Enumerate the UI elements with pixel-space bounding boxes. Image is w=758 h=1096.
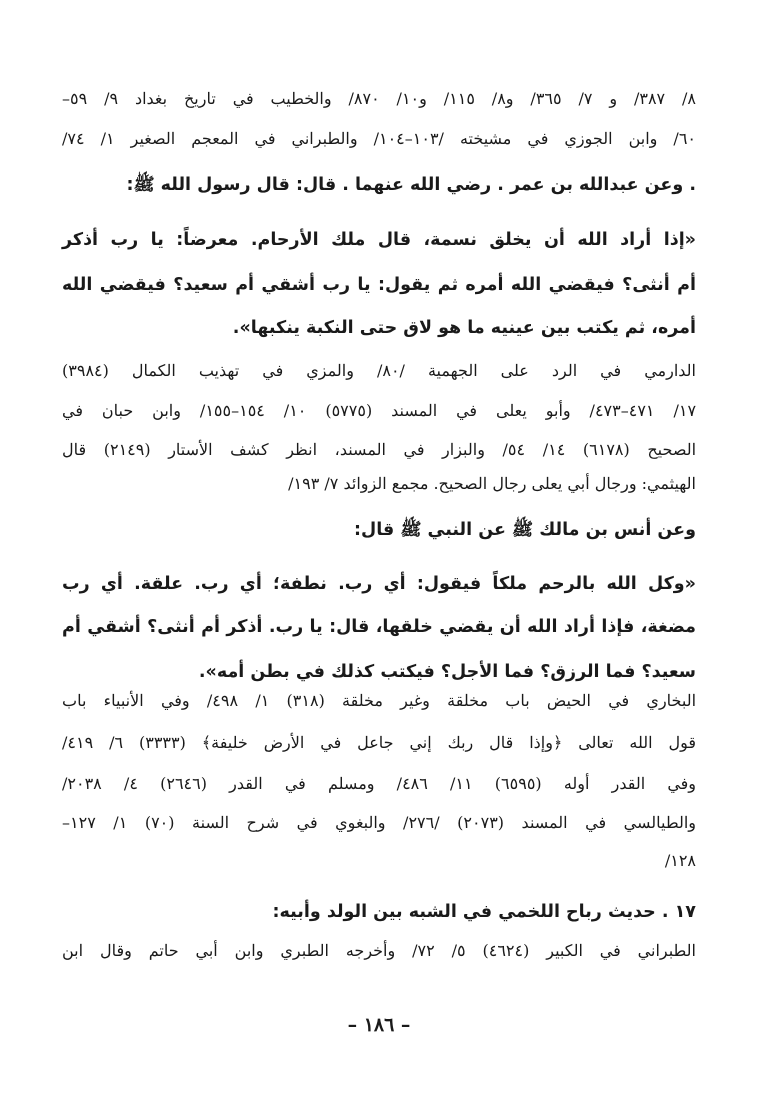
reference-line: الطبراني في الكبير (٤٦٢٤) ٥/ ٧٢/ وأخرجه الطبري وابن أبي حاتم وقال ابن: [62, 941, 696, 960]
hadith-text-line: «إذا أراد الله أن يخلق نسمة، قال ملك الأرحام. معرضاً: يا رب أذكر: [62, 230, 696, 250]
hadith-text-line: «وكل الله بالرحم ملكاً فيقول: أي رب. نطفة؛ أي رب. علقة. أي رب: [62, 574, 696, 594]
hadith-text-line: أم أنثى؟ فيقضي الله أمره ثم يقول: يا رب أشقي أم سعيد؟ فيقضي الله: [62, 275, 696, 295]
hadith-intro: . وعن عبدالله بن عمر . رضي الله عنهما . قال: قال رسول الله ﷺ:: [126, 175, 696, 195]
reference-line: ١٧/ ٤٧١–٤٧٣/ وأبو يعلى في المسند (٥٧٧٥) ١٠/ ١٥٤–١٥٥/ وابن حبان في: [62, 401, 697, 420]
reference-line: الدارمي في الرد على الجهمية /٨٠/ والمزي في تهذيب الكمال (٣٩٨٤): [62, 361, 696, 380]
reference-line: ١٢٨/: [664, 851, 696, 870]
hadith-intro: وعن أنس بن مالك ﷺ عن النبي ﷺ قال:: [354, 520, 696, 540]
reference-line: ٦٠/ وابن الجوزي في مشيخته /١٠٣–١٠٤/ والطبراني في المعجم الصغير ١/ ٧٤/: [62, 129, 696, 148]
section-heading: ١٧ . حديث رباح اللخمي في الشبه بين الولد وأبيه:: [272, 902, 696, 922]
reference-line: البخاري في الحيض باب مخلقة وغير مخلقة (٣١٨) ١/ ٤٩٨/ وفي الأنبياء باب: [62, 691, 697, 710]
hadith-text-line: مضغة، فإذا أراد الله أن يقضي خلقها، قال: يا رب. أذكر أم أنثى؟ أشقي أم: [62, 617, 696, 637]
hadith-text-line: سعيد؟ فما الرزق؟ فما الأجل؟ فيكتب كذلك في بطن أمه».: [198, 662, 696, 682]
reference-line: الصحيح (٦١٧٨) ١٤/ ٥٤/ والبزار في المسند، انظر كشف الأستار (٢١٤٩) قال: [62, 440, 697, 459]
reference-line: قول الله تعالى ﴿وإذا قال ربك إني جاعل في الأرض خليفة﴾ (٣٣٣٣) ٦/ ٤١٩/: [62, 733, 697, 752]
reference-line: ٨/ ٣٨٧/ و ٧/ ٣٦٥/ و٨/ ١١٥/ و١٠/ ٨٧٠/ والخطيب في تاريخ بغداد ٩/ ٥٩–: [62, 89, 697, 108]
reference-line: وفي القدر أوله (٦٥٩٥) ١١/ ٤٨٦/ ومسلم في القدر (٢٦٤٦) ٤/ ٢٠٣٨/: [62, 774, 697, 793]
page-number: – ١٨٦ –: [347, 1014, 411, 1036]
reference-line: الهيثمي: ورجال أبي يعلى رجال الصحيح. مجمع الزوائد ٧/ ١٩٣/: [288, 474, 696, 493]
hadith-text-line: أمره، ثم يكتب بين عينيه ما هو لاق حتى النكبة ينكبها».: [232, 318, 696, 338]
reference-line: والطيالسي في المسند (٢٠٧٣) /٢٧٦/ والبغوي في شرح السنة (٧٠) ١/ ١٢٧–: [62, 813, 697, 832]
